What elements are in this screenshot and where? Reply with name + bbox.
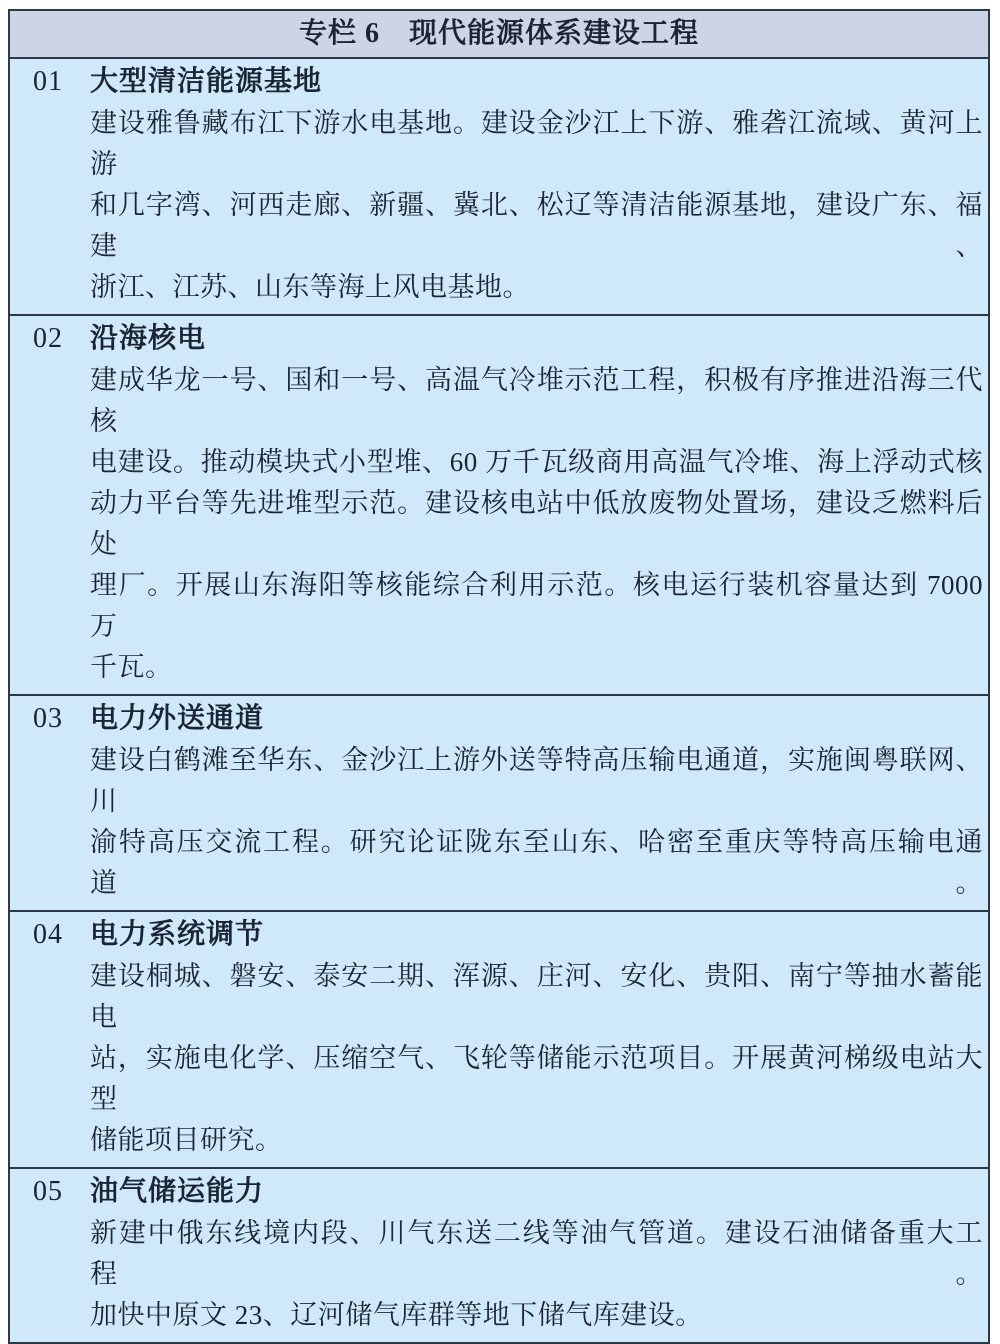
section-heading: 电力外送通道 (90, 703, 265, 734)
section-body (90, 1213, 983, 1336)
section-heading: 油气储运能力 (90, 1176, 265, 1207)
section-04 (10, 912, 988, 1169)
body-line: 动力平台等先进堆型示范。建设核电站中低放废物处置场，建设乏燃料后处 (90, 488, 983, 559)
body-line: 理厂。开展山东海阳等核能综合利用示范。核电运行装机容量达到 7000 万 (90, 570, 983, 641)
section-01 (10, 59, 988, 316)
section-header (10, 698, 988, 740)
sections-container (10, 59, 988, 1342)
body-line: 电建设。推动模块式小型堆、60 万千瓦级商用高温气冷堆、海上浮动式核 (90, 447, 983, 477)
section-02 (10, 316, 988, 696)
body-line: 建设桐城、磐安、泰安二期、浑源、庄河、安化、贵阳、南宁等抽水蓄能电 (90, 961, 983, 1032)
section-body (90, 103, 983, 308)
section-number: 01 (33, 66, 63, 97)
body-line: 和几字湾、河西走廊、新疆、冀北、松辽等清洁能源基地，建设广东、福建、 (90, 190, 983, 261)
section-header (10, 914, 988, 956)
section-number: 03 (33, 703, 63, 734)
body-line: 新建中俄东线境内段、川气东送二线等油气管道。建设石油储备重大工程。 (90, 1218, 983, 1289)
body-line: 建设雅鲁藏布江下游水电基地。建设金沙江上下游、雅砻江流域、黄河上游 (90, 108, 983, 179)
body-line: 储能项目研究。 (90, 1125, 283, 1155)
section-heading: 沿海核电 (90, 323, 207, 354)
section-heading: 大型清洁能源基地 (90, 66, 323, 97)
energy-projects-panel (8, 9, 990, 1344)
section-header (10, 1171, 988, 1213)
section-number: 05 (33, 1176, 63, 1207)
section-05 (10, 1169, 988, 1342)
section-header (10, 61, 988, 103)
section-03 (10, 696, 988, 912)
section-heading: 电力系统调节 (90, 919, 265, 950)
section-body (90, 740, 983, 904)
body-line: 站，实施电化学、压缩空气、飞轮等储能示范项目。开展黄河梯级电站大型 (90, 1043, 983, 1114)
body-line: 渝特高压交流工程。研究论证陇东至山东、哈密至重庆等特高压输电通道。 (90, 827, 983, 898)
body-line: 建成华龙一号、国和一号、高温气冷堆示范工程，积极有序推进沿海三代核 (90, 365, 983, 436)
section-number: 04 (33, 919, 63, 950)
section-number: 02 (33, 323, 63, 354)
panel-title: 专栏 6 现代能源体系建设工程 (10, 11, 988, 59)
body-line: 千瓦。 (90, 652, 173, 682)
section-header (10, 318, 988, 360)
body-line: 浙江、江苏、山东等海上风电基地。 (90, 272, 530, 302)
section-body (90, 360, 983, 688)
body-line: 建设白鹤滩至华东、金沙江上游外送等特高压输电通道，实施闽粤联网、川 (90, 745, 983, 816)
body-line: 加快中原文 23、辽河储气库群等地下储气库建设。 (90, 1300, 703, 1330)
section-body (90, 956, 983, 1161)
